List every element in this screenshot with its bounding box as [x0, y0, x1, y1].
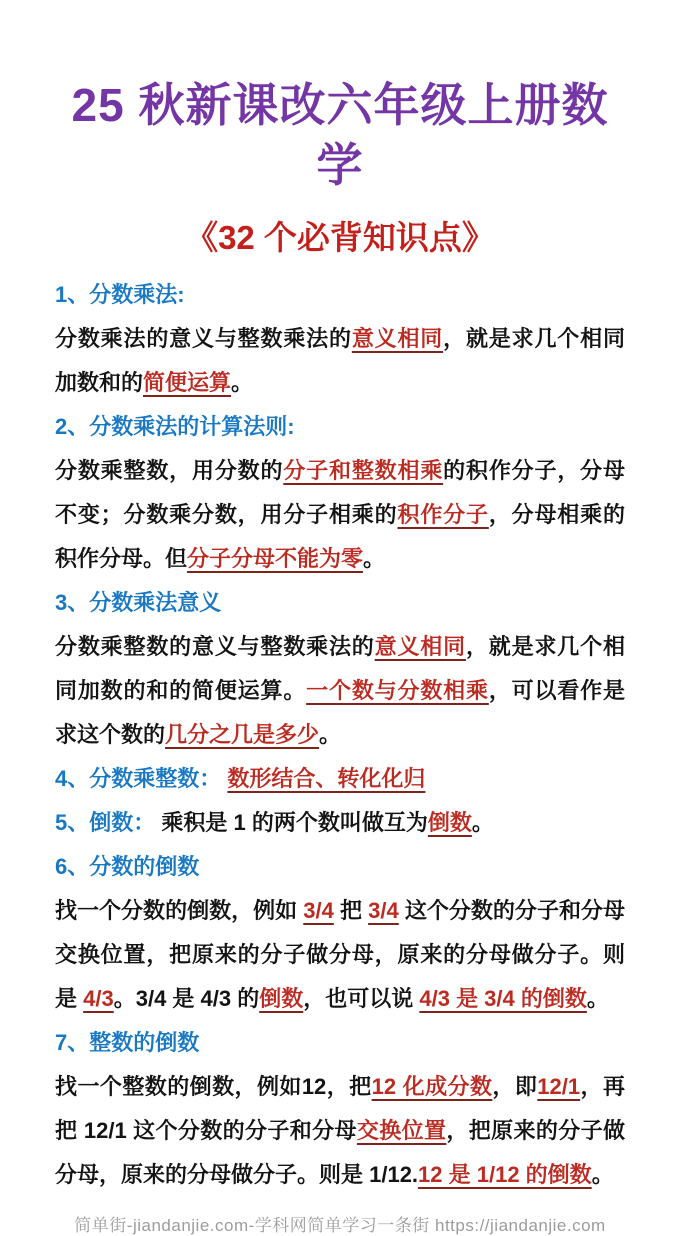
highlight-segment: 3/4 [368, 898, 399, 924]
knowledge-point [55, 845, 625, 1021]
text-segment: ，分母相乘的积作分母。但 [55, 502, 625, 572]
highlight-segment: 几分之几是多少 [165, 722, 320, 748]
highlight-segment: 倒数 [259, 986, 304, 1012]
highlight-segment: 12 化成分数 [371, 1074, 493, 1100]
highlight-segment: 12/1 [537, 1074, 581, 1100]
highlight-segment: 分子分母不能为零 [187, 546, 364, 572]
text-segment: ，再把 12/1 这个分数的分子和分母 [55, 1074, 625, 1144]
knowledge-point [55, 1021, 625, 1197]
page-subtitle: 《32 个必背知识点》 [185, 218, 495, 256]
text-segment: 的积作分子，分母不变；分数乘分数，用分子相乘的 [55, 458, 625, 528]
section-heading: 3、分数乘法意义 [55, 590, 222, 616]
highlight-segment: 简便运算 [143, 370, 232, 396]
knowledge-point [55, 273, 625, 405]
text-segment: 这个分数的分子和分母交换位置，把原来的分子做分母，原来的分母做分子。则是 [55, 898, 625, 1012]
knowledge-point [55, 757, 625, 801]
text-segment: ，也可以说 [303, 986, 420, 1012]
highlight-segment: 交换位置 [356, 1118, 447, 1144]
highlight-segment: 3/4 [303, 898, 334, 924]
text-segment: ，就是求几个相同加数的和的简便运算。 [55, 634, 625, 704]
section-body [55, 625, 625, 757]
text-segment: 。 [231, 370, 254, 396]
heading-segment: 5、倒数： [55, 810, 162, 836]
watermark-text: 简单街-jiandanjie.com-学科网简单学习一条街 https://jiandanjie.com [74, 1216, 606, 1236]
text-segment: ，把原来的分子做分母，原来的分母做分子。则是 1/12. [55, 1118, 625, 1188]
knowledge-point [55, 801, 625, 845]
text-segment: ，即 [492, 1074, 538, 1100]
highlight-segment: 数形结合、转化化归 [227, 766, 426, 792]
text-segment: 找一个整数的倒数，例如12，把 [55, 1074, 372, 1100]
text-segment: ，可以看作是求这个数的 [55, 678, 625, 748]
text-segment: 分数乘整数的意义与整数乘法的 [55, 634, 375, 660]
text-segment: 找一个分数的倒数，例如 [55, 898, 304, 924]
section-body [55, 757, 625, 801]
knowledge-point [55, 581, 625, 757]
highlight-segment: 意义相同 [374, 634, 466, 660]
highlight-segment: 一个数与分数相乘 [306, 678, 489, 704]
section-heading: 6、分数的倒数 [55, 854, 200, 880]
highlight-segment: 积作分子 [397, 502, 489, 528]
highlight-segment: 4/3 是 3/4 的倒数 [419, 986, 587, 1012]
section-body [55, 449, 625, 581]
text-segment: 。 [586, 986, 609, 1012]
knowledge-points-list [55, 273, 625, 1197]
text-segment: 把 [333, 898, 369, 924]
text-segment: ，就是求几个相同加数和的 [55, 326, 625, 396]
section-body [55, 317, 625, 405]
highlight-segment: 12 是 1/12 的倒数 [418, 1162, 592, 1188]
section-body [55, 1065, 625, 1197]
text-segment: 乘积是 1 的两个数叫做互为 [161, 810, 428, 836]
knowledge-point [55, 405, 625, 581]
section-heading: 2、分数乘法的计算法则: [55, 414, 295, 440]
section-body [55, 801, 625, 845]
highlight-segment: 分子和整数相乘 [283, 458, 444, 484]
page-title: 25 秋新课改六年级上册数学 [71, 79, 609, 191]
text-segment: 。 [591, 1162, 614, 1188]
section-body [55, 889, 625, 1021]
text-segment: 分数乘整数，用分数的 [55, 458, 284, 484]
text-segment: 。3/4 是 4/3 的 [113, 986, 260, 1012]
text-segment: 。 [363, 546, 386, 572]
text-segment: 。 [471, 810, 494, 836]
text-segment: 分数乘法的意义与整数乘法的 [55, 326, 352, 352]
highlight-segment: 4/3 [83, 986, 114, 1012]
section-heading: 1、分数乘法: [55, 282, 185, 308]
text-segment: 。 [319, 722, 342, 748]
highlight-segment: 倒数 [427, 810, 472, 836]
section-heading: 7、整数的倒数 [55, 1030, 200, 1056]
heading-segment: 4、分数乘整数： [55, 766, 228, 792]
highlight-segment: 意义相同 [351, 326, 444, 352]
